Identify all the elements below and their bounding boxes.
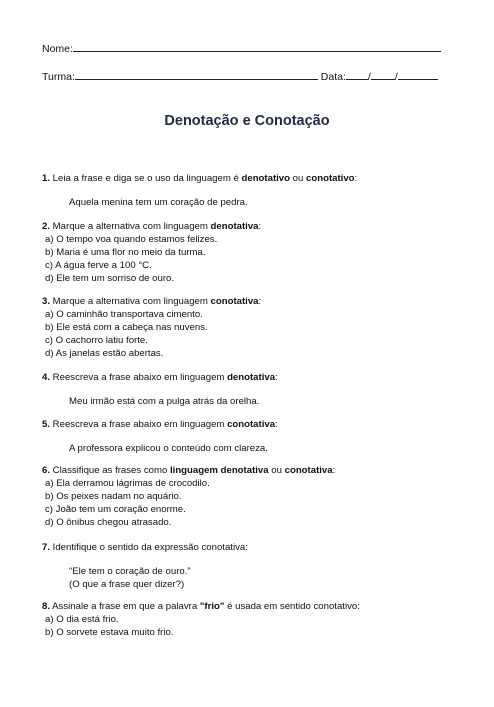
option-a: a) Ela derramou lágrimas de crocodilo. xyxy=(45,478,210,489)
option-c: c) A água ferve a 100 °C. xyxy=(45,260,152,271)
date-label: Data: xyxy=(320,71,346,83)
name-label: Nome: xyxy=(42,43,73,55)
option-b: b) Os peixes nadam no aquário. xyxy=(45,491,182,502)
question-6 xyxy=(42,464,472,529)
date-month-blank xyxy=(371,70,395,80)
date-year-blank xyxy=(398,70,438,80)
page-title: Denotação e Conotação xyxy=(164,113,330,129)
question-prompt: 2. Marque a alternativa com linguagem denotativa: xyxy=(42,221,262,232)
question-5 xyxy=(42,418,472,455)
option-b: b) O sorvete estava muito frio. xyxy=(45,627,174,638)
question-prompt: 7. Identifique o sentido da expressão conotativa: xyxy=(42,542,248,553)
option-a: a) O dia está frio. xyxy=(45,614,119,625)
option-a: a) O caminhão transportava cimento. xyxy=(45,309,203,320)
option-b: b) Maria é uma flor no meio da turma. xyxy=(45,247,206,258)
class-date-row xyxy=(42,70,438,83)
option-c: c) João tem um coração enorme. xyxy=(45,504,186,515)
question-8 xyxy=(42,600,472,639)
question-prompt: 8. Assinale a frase em que a palavra "frio" é usada em sentido conotativo: xyxy=(42,601,360,612)
option-b: b) Ele está com a cabeça nas nuvens. xyxy=(45,322,208,333)
question-prompt: 3. Marque a alternativa com linguagem conotativa: xyxy=(42,296,262,307)
question-prompt: 6. Classifique as frases como linguagem denotativa ou conotativa: xyxy=(42,465,336,476)
question-hint: (O que a frase quer dizer?) xyxy=(69,579,185,590)
option-d: d) As janelas estão abertas. xyxy=(45,348,164,359)
class-label: Turma: xyxy=(42,71,75,83)
question-1 xyxy=(42,172,472,209)
date-separator: / xyxy=(367,71,371,83)
option-d: d) Ele tem um sorriso de ouro. xyxy=(45,273,175,284)
question-4 xyxy=(42,371,472,408)
question-prompt: 4. Reescreva a frase abaixo em linguagem denotativa: xyxy=(42,372,278,383)
option-a: a) O tempo voa quando estamos felizes. xyxy=(45,234,218,245)
question-prompt: 5. Reescreva a frase abaixo em linguagem conotativa: xyxy=(42,419,278,430)
question-7 xyxy=(42,541,472,591)
class-blank-line xyxy=(75,70,318,80)
question-sentence: Aquela menina tem um coração de pedra. xyxy=(69,197,248,208)
question-prompt: 1. Leia a frase e diga se o uso da linguagem é denotativo ou conotativo: xyxy=(42,173,358,184)
name-blank-line xyxy=(73,42,441,52)
date-separator: / xyxy=(394,71,398,83)
date-day-blank xyxy=(346,70,368,80)
question-2 xyxy=(42,220,472,285)
question-3 xyxy=(42,295,472,360)
question-sentence: “Ele tem o coração de ouro.” xyxy=(69,566,191,577)
question-sentence: A professora explicou o conteúdo com clareza. xyxy=(69,443,268,454)
option-c: c) O cachorro latiu forte. xyxy=(45,335,148,346)
option-d: d) O ônibus chegou atrasado. xyxy=(45,517,172,528)
name-field-row xyxy=(42,42,441,55)
question-sentence: Meu irmão está com a pulga atrás da orelha. xyxy=(69,396,260,407)
